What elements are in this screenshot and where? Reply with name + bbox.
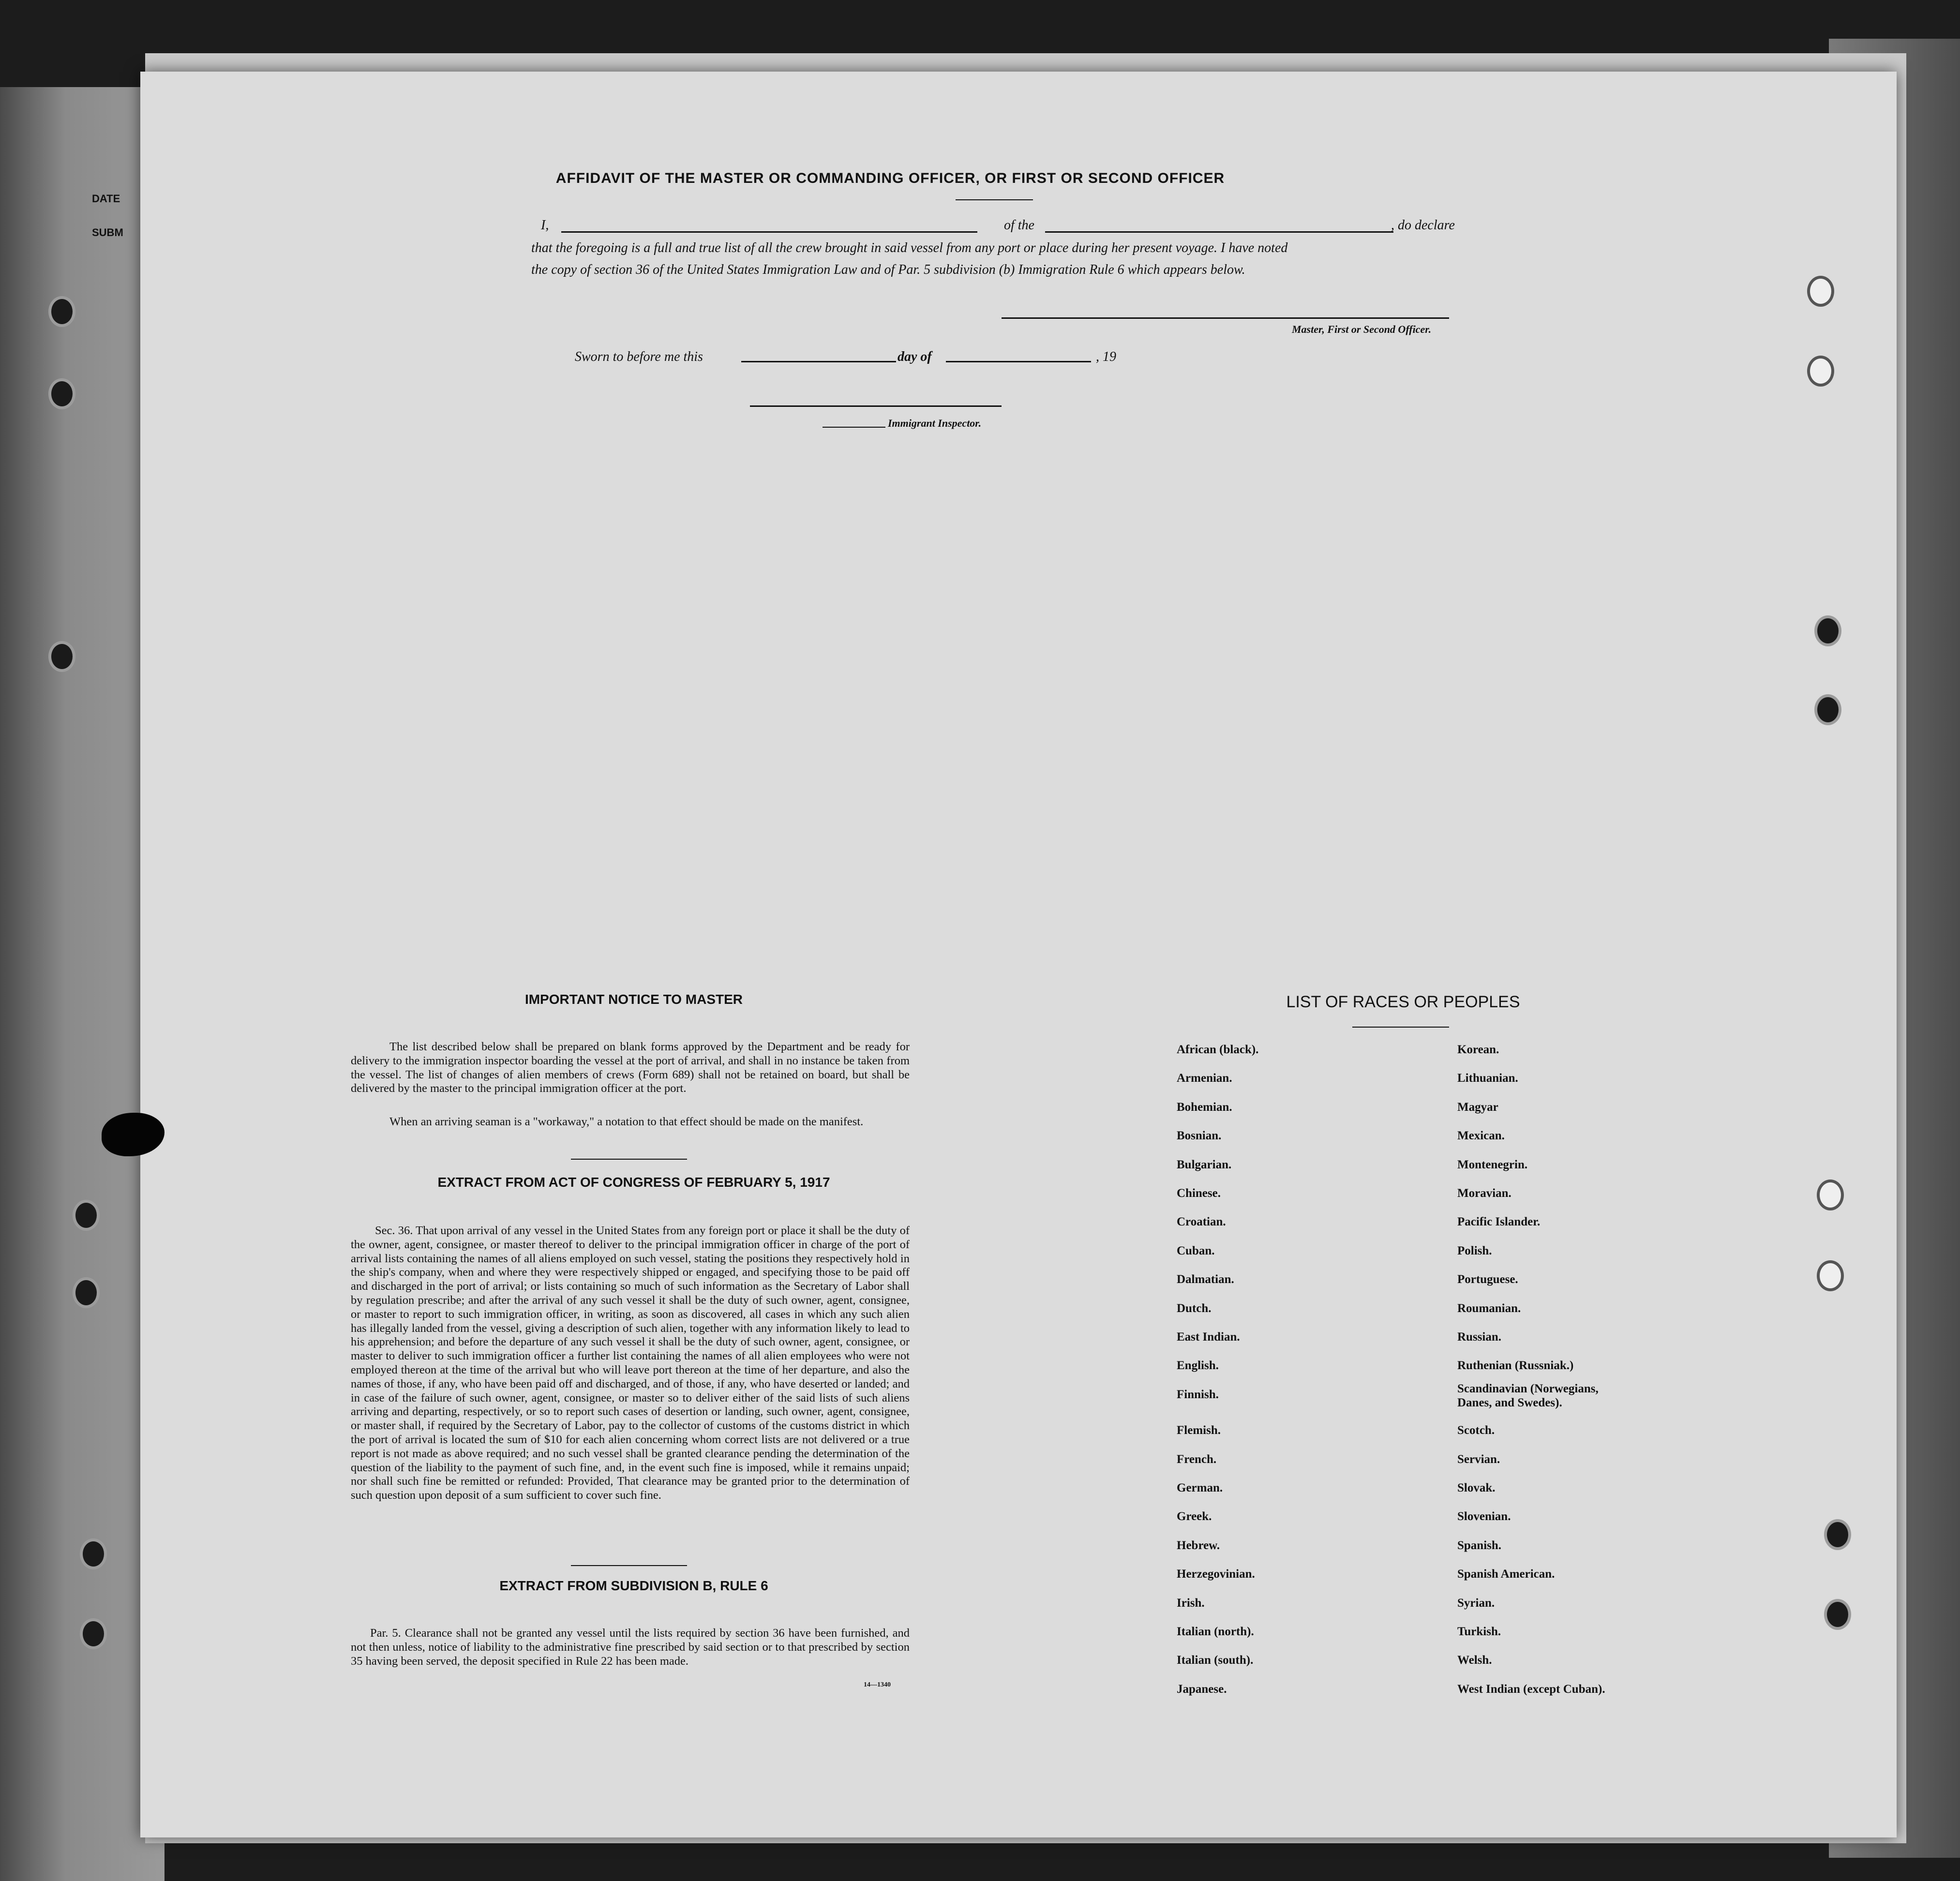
race-item: Chinese. (1177, 1187, 1221, 1200)
race-item: Croatian. (1177, 1215, 1226, 1229)
binder-hole (1817, 1179, 1844, 1210)
races-title: LIST OF RACES OR PEOPLES (1286, 993, 1520, 1011)
race-item: Moravian. (1457, 1187, 1511, 1200)
race-item: Servian. (1457, 1452, 1500, 1466)
name-blank (561, 231, 977, 233)
race-item: Greek. (1177, 1510, 1212, 1523)
binder-hole (1814, 615, 1841, 646)
binder-hole (73, 1277, 100, 1308)
race-item: German. (1177, 1481, 1223, 1494)
race-item: Roumanian. (1457, 1301, 1521, 1315)
race-item: Russian. (1457, 1330, 1502, 1344)
race-item: Syrian. (1457, 1596, 1495, 1610)
divider (956, 199, 1033, 200)
divider (571, 1565, 687, 1566)
rule-title: EXTRACT FROM SUBDIVISION B, RULE 6 (499, 1578, 768, 1593)
background-binder (0, 87, 165, 1881)
race-item: Bosnian. (1177, 1129, 1222, 1143)
race-item: Dalmatian. (1177, 1273, 1234, 1286)
binder-hole (80, 1538, 107, 1569)
rule-paragraph-5-text: Par. 5. Clearance shall not be granted any vessel until the lists required by section 36 have been furnished, and not then unless, notice of liability to the administrative fine prescribed by said section or to that prescribed by section 35 having been served, the deposit specified in Rule 22 has been made. (351, 1627, 910, 1668)
race-item: Welsh. (1457, 1654, 1492, 1667)
divider (571, 1159, 687, 1160)
race-item: Slovak. (1457, 1481, 1496, 1494)
race-item: Italian (north). (1177, 1625, 1254, 1638)
race-item: Magyar (1457, 1100, 1498, 1114)
month-blank (946, 361, 1091, 362)
divider (1352, 1027, 1449, 1028)
binder-hole (80, 1618, 107, 1649)
race-item: Portuguese. (1457, 1273, 1518, 1286)
race-item: Italian (south). (1177, 1654, 1254, 1667)
declaration-line-2: that the foregoing is a full and true list of all the crew brought in said vessel from any port or place during her present voyage. I have noted (531, 240, 1288, 255)
master-signature-line (1002, 317, 1449, 319)
race-item: Finnish. (1177, 1388, 1219, 1401)
sworn-before-label: Sworn to before me this (575, 349, 703, 364)
inspector-signature-line (750, 405, 1002, 407)
manifest-page (140, 72, 1897, 1837)
race-item: Hebrew. (1177, 1538, 1220, 1552)
race-item: Pacific Islander. (1457, 1215, 1541, 1229)
race-item: Korean. (1457, 1043, 1499, 1056)
binder-hole (1824, 1599, 1851, 1630)
sworn-year: , 19 (1096, 349, 1116, 364)
race-item: Lithuanian. (1457, 1072, 1518, 1085)
day-blank (741, 361, 896, 362)
binder-hole (1824, 1519, 1851, 1550)
race-item: Herzegovinian. (1177, 1568, 1255, 1581)
race-item: Armenian. (1177, 1072, 1232, 1085)
binder-hole (48, 378, 75, 409)
affidavit-title: AFFIDAVIT OF THE MASTER OR COMMANDING OFFICER, OR FIRST OR SECOND OFFICER (555, 170, 1225, 186)
binder-hole (48, 641, 75, 672)
declaration-do-declare: , do declare (1391, 218, 1455, 233)
race-item: Spanish American. (1457, 1568, 1555, 1581)
side-tab-subm: SUBM (92, 226, 123, 239)
race-item: English. (1177, 1359, 1219, 1373)
binder-hole (1807, 356, 1834, 387)
race-item: Flemish. (1177, 1424, 1221, 1437)
act-title: EXTRACT FROM ACT OF CONGRESS OF FEBRUARY 5, 1917 (437, 1175, 830, 1190)
inspector-signature-label: Immigrant Inspector. (888, 417, 982, 429)
master-signature-label: Master, First or Second Officer. (1292, 323, 1432, 335)
sworn-day-of: day of (898, 349, 932, 364)
race-item: French. (1177, 1452, 1217, 1466)
declaration-of-the: of the (1004, 218, 1034, 233)
declaration-line-3: the copy of section 36 of the United States Immigration Law and of Par. 5 subdivision (b) Immigration Rule 6 which appears below. (531, 262, 1245, 277)
race-item: Slovenian. (1457, 1510, 1511, 1523)
race-item: Scandinavian (Norwegians, Danes, and Swedes). (1457, 1382, 1599, 1409)
race-item: West Indian (except Cuban). (1457, 1682, 1605, 1696)
race-item: Bohemian. (1177, 1100, 1232, 1114)
race-item: Bulgarian. (1177, 1158, 1232, 1171)
declaration-i: I, (541, 218, 549, 233)
notice-paragraph-1: The list described below shall be prepared on blank forms approved by the Department and be ready for delivery to the immigration inspector boarding the vessel at the port of arrival, and shall in no instance be taken from the vessel. The list of changes of alien members of crews (Form 689) shall not be retained on board, but shall be delivered by the master to the principal immigration officer at the port. (351, 1040, 910, 1095)
act-section-36-text: Sec. 36. That upon arrival of any vessel in the United States from any foreign port or place it shall be the duty of the owner, agent, consignee, or master thereof to deliver to the principal immigration officer in charge of the port of arrival lists containing the names of all aliens employed on such vessel, stating the positions they respectively hold in the ship's company, when and where they were respectively shipped or engaged, and specifying those to be paid off and discharged in the port of arrival; or lists containing so much of such information as the Secretary of Labor shall by regulation prescribe; and after the arrival of any such vessel it shall be the duty of such owner, agent, consignee, or master to report to such immigration officer, in writing, as soon as discovered, all cases in which any such alien has illegally landed from the vessel, giving a description of such alien, together with any information likely to lead to his apprehension; and before the departure of any such vessel it shall be the duty of such owner, agent, consignee, or master to deliver to such immigration officer a further list containing the names of all alien employees who were not employed thereon at the time of the arrival but who will leave port thereon at the time of her departure, and also the names of those, if any, who have been paid off and discharged, and of those, if any, who have deserted or landed; and in case of the failure of such owner, agent, consignee, or master so to deliver either of the said lists of such aliens arriving and departing, respectively, or so to report such cases of desertion or landing, such owner, agent, consignee, or master shall, if required by the Secretary of Labor, pay to the collector of customs of the customs district in which the port of arrival is located the sum of $10 for each alien concerning whom correct lists are not delivered or a true report is not made as above required; and no such vessel shall be granted clearance pending the determination of the question of the liability to the payment of such fine, and, in the event such fine is imposed, while it remains unpaid; nor shall such fine be remitted or refunded: Provided, That clearance may be granted prior to the determination of such question upon deposit of a sum sufficient to cover such fine. (351, 1224, 910, 1502)
race-item: Irish. (1177, 1596, 1205, 1610)
race-item: Ruthenian (Russniak.) (1457, 1359, 1574, 1373)
binder-hole (1814, 694, 1841, 725)
binder-hole (73, 1200, 100, 1231)
inspector-short-rule (823, 427, 885, 428)
race-item: Scotch. (1457, 1424, 1495, 1437)
race-item: Japanese. (1177, 1682, 1227, 1696)
binder-hole (1817, 1260, 1844, 1291)
binder-hole (1807, 276, 1834, 307)
notice-title: IMPORTANT NOTICE TO MASTER (524, 992, 743, 1007)
race-item: Dutch. (1177, 1301, 1212, 1315)
race-item: Polish. (1457, 1244, 1492, 1257)
race-item: Turkish. (1457, 1625, 1501, 1638)
race-item: Montenegrin. (1457, 1158, 1528, 1171)
vessel-blank (1045, 231, 1393, 233)
binder-hole (48, 296, 75, 327)
race-item: Cuban. (1177, 1244, 1215, 1257)
side-tab-date: DATE (92, 193, 120, 205)
race-item: East Indian. (1177, 1330, 1240, 1344)
race-item: Mexican. (1457, 1129, 1505, 1143)
form-number: 14—1340 (864, 1681, 891, 1688)
race-item: African (black). (1177, 1043, 1259, 1056)
race-item: Spanish. (1457, 1538, 1502, 1552)
notice-paragraph-2: When an arriving seaman is a "workaway," a notation to that effect should be made on the manifest. (389, 1115, 864, 1128)
